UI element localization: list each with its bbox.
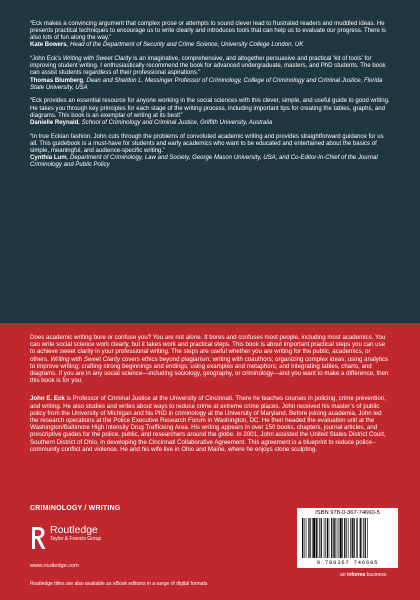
barcode-bar xyxy=(356,518,357,558)
endorsement-2 xyxy=(30,56,390,92)
barcode-bar xyxy=(331,518,332,558)
barcode-bar xyxy=(340,518,342,558)
barcode-bar xyxy=(348,518,349,558)
endorsement-quote: “Eck provides an essential resource for anyone working in the social sciences with this clever, simple, and useful guide to good writing. He takes you through key principles for each stage of the writing process, including important tips for creating the tables, graphs, and diagrams. This book is an exemplar of writing at its best!” xyxy=(30,98,390,119)
barcode-bar xyxy=(313,518,315,558)
barcode-bar xyxy=(309,518,310,558)
endorser-name: Cynthia Lum xyxy=(30,155,67,161)
author-name: John E. Eck xyxy=(30,395,65,403)
barcode-bar xyxy=(365,518,366,558)
informa-business-mark: an informa business xyxy=(340,572,387,578)
endorsement-4 xyxy=(30,134,390,170)
barcode-icon xyxy=(301,518,394,560)
barcode-bar xyxy=(357,518,358,558)
barcode-bar xyxy=(334,518,335,558)
endorsement-3 xyxy=(30,98,390,127)
barcode-bar xyxy=(306,518,307,558)
barcode-bar xyxy=(342,518,343,558)
barcode-bar xyxy=(319,518,320,558)
endorser-name: Danielle Reynald xyxy=(30,119,79,126)
barcode-bar xyxy=(360,518,361,558)
endorser-role: , School of Criminology and Criminal Justice, Griffith University, Australia xyxy=(78,119,273,126)
author-bio: John E. Eck is Professor of Criminal Justice at the University of Cincinnati. There he teaches courses in policing, crime prevention, and writing. He also studies and writes about ways to reduce crime at extreme crime places. John received his master’s of public policy from the University of Michigan and his PhD in criminology at the University of Maryland. Before joining academia, John led the research operations at the Police Executive Research Forum in Washington, DC. He then headed the evaluation unit at the Washington/Baltimore High Intensity Drug Trafficking Area. His writing appears in over 150 books, chapters, journal articles, and prescriptive guides for the police, public, and researchers around the globe. In 2001, John assisted the United States District Court, Southern District of Ohio, in developing the Cincinnati Collaborative Agreement. This agreement is a blueprint to reduce police–community conflict and violence. He and his wife live in Ohio and Maine, where he enjoys stone sculpting. xyxy=(30,395,386,453)
book-description: Does academic writing bore or confuse you? You are not alone. It bores and confuses most people, including most academics. You can write social science work clearly, but it takes work and practical steps. This book is about important practical steps you can use to achieve sweet clarity in your professional writing. The steps are useful whether you are writing for the public, academics, or others. Writing with Sweet Clarity covers ethics beyond plagiarism; writing with coauthors; organizing complex ideas; using analytics to improve writing; crafting strong beginnings and endings; using examples and metaphors; and integrating tables, charts, and diagrams. If you are in any social science—including sociology, geography, or criminology—and you want to make a difference, then this book is for you. xyxy=(30,334,389,385)
barcode-bar xyxy=(352,518,353,558)
barcode-bar xyxy=(302,518,303,558)
barcode-bar xyxy=(346,518,347,558)
barcode-bar xyxy=(367,518,368,558)
publisher-group: Taylor & Francis Group xyxy=(50,536,102,542)
barcode-bar xyxy=(333,518,334,558)
barcode-digits: 9 780367 746605 xyxy=(316,559,379,566)
barcode-bar xyxy=(339,518,340,558)
barcode-bar xyxy=(312,518,313,558)
publisher-name: Routledge xyxy=(50,524,98,536)
endorser-name: Thomas Blumberg xyxy=(30,77,84,84)
barcode-bar xyxy=(327,518,328,558)
subject-category: CRIMINOLOGY / WRITING xyxy=(30,505,121,512)
barcode-bar xyxy=(350,518,351,558)
barcode-bar xyxy=(308,518,309,558)
endorsement-quote: “In true Eckian fashion, John cuts through the problems of convoluted academic writing and provides straightforward guidance for us all. This guidebook is a must-have for students and early academics who want to be educated and entertained about the basics of simple, meaningful, and audience-specific writing.” xyxy=(30,133,384,154)
barcode-bar xyxy=(353,518,354,558)
barcode-bar xyxy=(324,518,325,558)
routledge-logo-icon xyxy=(30,526,46,550)
barcode-bar xyxy=(316,518,317,558)
endorsement-quote: “John Eck’s Writing with Sweet Clarity is an imaginative, comprehensive, and altogether persuasive and practical ‘kit of tools’ for improving student writing. I enthusiastically recommend the book for advanced undergraduate, masters, and PhD students. The book can assist students regardless of their professional aspirations.” xyxy=(30,56,386,77)
barcode-bar xyxy=(337,518,338,558)
barcode-bar xyxy=(318,518,319,558)
barcode-bar xyxy=(321,518,322,558)
endorsement-1 xyxy=(30,21,390,50)
isbn-label: ISBN 978-0-367-74660-5 xyxy=(315,510,380,516)
isbn-barcode-box xyxy=(297,508,398,568)
publisher-website[interactable]: www.routledge.com xyxy=(30,563,79,569)
endorser-name: Kate Bowers xyxy=(30,42,67,49)
barcode-bar xyxy=(362,518,363,558)
barcode-bar xyxy=(325,518,326,558)
barcode-bar xyxy=(344,518,345,558)
endorser-role: , Dean and Sheldon L. Messinger Professor of Criminology, College of Criminology and Criminal Justice, Florida State University, USA xyxy=(30,77,383,91)
ebook-note: Routledge titles are also available as eBook editions in a range of digital formats xyxy=(30,581,208,587)
publisher-logo xyxy=(30,525,101,555)
barcode-bar xyxy=(329,518,330,558)
barcode-bar xyxy=(304,518,305,558)
endorser-role: , Department of Criminology, Law and Society, George Mason University, USA; and Co-Editor-In-Chief of the Journal Criminology and Public Policy xyxy=(30,155,378,169)
endorsement-quote: “Eck makes a convincing argument that complex prose or attempts to sound clever lead to frustrated readers and muddled ideas. He presents practical techniques to encourage us to write clearly and introduces tools that can help us to evaluate our progress. There is also lots of fun along the way.” xyxy=(30,21,386,42)
endorser-role: , Head of the Department of Security and Crime Science, University College London, UK xyxy=(66,42,304,49)
barcode-bar xyxy=(363,518,364,558)
